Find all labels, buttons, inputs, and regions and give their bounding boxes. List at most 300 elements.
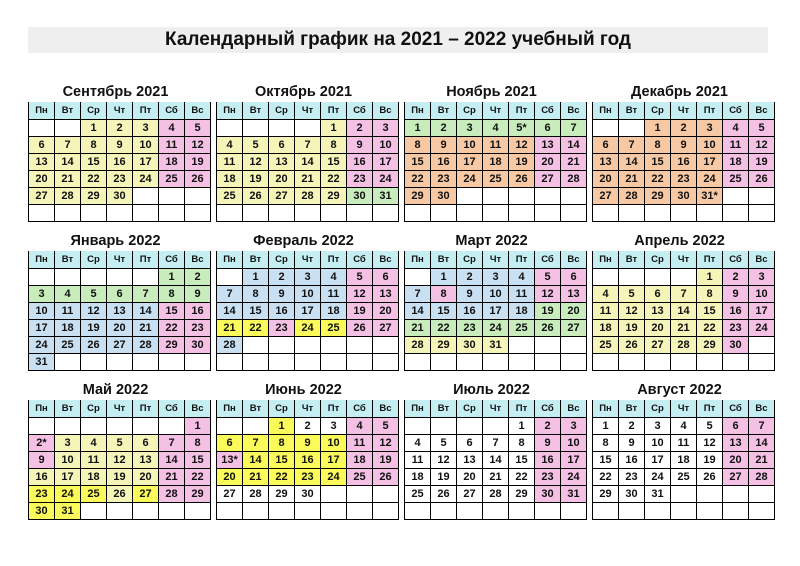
weekday-header: Вс [185,400,211,418]
day-cell: 30 [295,486,321,503]
day-cell [217,269,243,286]
month-calendar [404,231,579,371]
day-cell: 26 [107,486,133,503]
weekday-header: Вт [55,251,81,269]
day-cell [457,205,483,222]
weekday-header: Пн [29,102,55,120]
day-cell: 27 [457,486,483,503]
day-cell: 9 [347,137,373,154]
week-row [29,337,211,354]
weekday-header: Ср [645,251,671,269]
day-cell [509,354,535,371]
day-cell [431,205,457,222]
month-table [216,251,399,371]
day-cell: 19 [185,154,211,171]
week-row [29,188,211,205]
day-cell: 5 [373,418,399,435]
day-cell [243,205,269,222]
day-cell: 3 [321,418,347,435]
day-cell: 27 [29,188,55,205]
month-title: Март 2022 [455,233,528,249]
day-cell: 17 [483,303,509,320]
day-cell: 6 [107,286,133,303]
day-cell: 26 [243,188,269,205]
day-cell: 4 [159,120,185,137]
week-row [217,435,399,452]
day-cell: 21 [295,171,321,188]
day-cell: 16 [457,303,483,320]
day-cell: 9 [269,286,295,303]
weekday-header: Пн [29,251,55,269]
day-cell [593,205,619,222]
day-cell: 8 [185,435,211,452]
day-cell: 25 [159,171,185,188]
day-cell: 2 [347,120,373,137]
day-cell: 24 [29,337,55,354]
day-cell [29,205,55,222]
day-cell [347,486,373,503]
weekday-header: Вс [185,102,211,120]
day-cell: 16 [269,303,295,320]
day-cell [295,337,321,354]
month-table [28,102,211,222]
day-cell: 25 [671,469,697,486]
weekday-header: Пт [697,251,723,269]
day-cell [405,354,431,371]
day-cell: 1 [405,120,431,137]
day-cell: 8 [593,435,619,452]
day-cell [269,354,295,371]
weekday-header: Ср [645,102,671,120]
day-cell [593,269,619,286]
day-cell: 30 [535,486,561,503]
day-cell: 24 [457,171,483,188]
day-cell: 4 [509,269,535,286]
day-cell [217,354,243,371]
weekday-header: Чт [295,400,321,418]
day-cell: 29 [697,337,723,354]
day-cell: 13 [723,435,749,452]
weekday-header: Вс [561,400,587,418]
day-cell: 31 [55,503,81,520]
weekday-header: Вс [373,400,399,418]
day-cell: 16 [107,154,133,171]
day-cell [483,503,509,520]
week-row [593,337,775,354]
day-cell: 26 [81,337,107,354]
day-cell [619,269,645,286]
day-cell [81,418,107,435]
weekday-header: Чт [671,251,697,269]
day-cell [671,269,697,286]
day-cell: 19 [619,320,645,337]
day-cell [483,418,509,435]
week-row [405,452,587,469]
day-cell: 14 [295,154,321,171]
weekday-header: Пн [29,400,55,418]
week-row [217,171,399,188]
week-row [405,418,587,435]
weekday-header: Ср [457,102,483,120]
day-cell: 6 [593,137,619,154]
day-cell: 25 [55,337,81,354]
day-cell: 19 [697,452,723,469]
weekday-header-row [217,102,399,120]
week-row [405,337,587,354]
day-cell: 12 [509,137,535,154]
day-cell: 21 [55,171,81,188]
day-cell: 14 [159,452,185,469]
weekday-header: Пн [593,400,619,418]
month-calendar [216,231,391,371]
day-cell [295,354,321,371]
week-row [405,154,587,171]
day-cell: 9 [671,137,697,154]
day-cell [697,503,723,520]
month-title: Июль 2022 [453,382,530,398]
day-cell: 14 [217,303,243,320]
week-row [405,286,587,303]
day-cell: 20 [373,303,399,320]
day-cell [483,188,509,205]
week-row [217,154,399,171]
day-cell: 23 [295,469,321,486]
day-cell [243,120,269,137]
day-cell: 5 [185,120,211,137]
day-cell: 23 [671,171,697,188]
day-cell [55,120,81,137]
day-cell: 9 [457,286,483,303]
day-cell: 15 [593,452,619,469]
day-cell [243,418,269,435]
day-cell: 10 [457,137,483,154]
day-cell: 10 [749,286,775,303]
weekday-header: Пт [697,102,723,120]
day-cell: 16 [671,154,697,171]
day-cell [81,205,107,222]
day-cell: 17 [55,469,81,486]
day-cell: 24 [697,171,723,188]
day-cell: 23 [185,320,211,337]
day-cell [723,205,749,222]
day-cell: 7 [561,120,587,137]
day-cell: 3 [133,120,159,137]
day-cell: 8 [159,286,185,303]
weekday-header: Пн [593,251,619,269]
day-cell: 1 [159,269,185,286]
day-cell [405,269,431,286]
day-cell: 16 [619,452,645,469]
weekday-header: Пт [509,102,535,120]
day-cell: 22 [405,171,431,188]
day-cell: 27 [723,469,749,486]
weekday-header: Вт [55,102,81,120]
day-cell: 26 [509,171,535,188]
day-cell: 9 [431,137,457,154]
day-cell: 15 [269,452,295,469]
day-cell: 3 [697,120,723,137]
day-cell [645,354,671,371]
day-cell: 18 [217,171,243,188]
weekday-header: Пт [509,251,535,269]
weekday-header: Чт [483,102,509,120]
day-cell: 18 [81,469,107,486]
day-cell [81,354,107,371]
day-cell: 2 [269,269,295,286]
day-cell: 6 [535,120,561,137]
week-row [217,452,399,469]
week-row [405,354,587,371]
weekday-header: Ср [269,251,295,269]
day-cell [321,337,347,354]
day-cell: 7 [671,286,697,303]
day-cell: 20 [133,469,159,486]
day-cell: 18 [671,452,697,469]
weekday-header: Пт [509,400,535,418]
day-cell: 26 [431,486,457,503]
day-cell: 4 [593,286,619,303]
weekday-header: Пт [697,400,723,418]
day-cell [107,269,133,286]
week-row [593,171,775,188]
day-cell: 15 [159,303,185,320]
day-cell [619,120,645,137]
day-cell: 3 [295,269,321,286]
weekday-header-row [405,102,587,120]
week-row [405,188,587,205]
day-cell [431,418,457,435]
day-cell: 8 [645,137,671,154]
day-cell: 22 [509,469,535,486]
day-cell: 24 [561,469,587,486]
day-cell [159,354,185,371]
day-cell: 1 [593,418,619,435]
day-cell: 12 [107,452,133,469]
day-cell: 12 [347,286,373,303]
week-row [593,303,775,320]
day-cell: 12 [431,452,457,469]
weekday-header: Чт [107,400,133,418]
weekday-header: Вт [619,251,645,269]
day-cell: 8 [431,286,457,303]
day-cell [55,354,81,371]
day-cell: 31 [561,486,587,503]
day-cell: 22 [431,320,457,337]
week-row [29,486,211,503]
day-cell: 2* [29,435,55,452]
day-cell: 31 [373,188,399,205]
day-cell: 17 [133,154,159,171]
week-row [593,205,775,222]
day-cell [749,205,775,222]
day-cell: 11 [347,435,373,452]
day-cell: 7 [243,435,269,452]
day-cell: 30 [185,337,211,354]
weekday-header: Пт [133,251,159,269]
day-cell [405,205,431,222]
weekday-header: Вт [619,102,645,120]
day-cell: 6 [645,286,671,303]
week-row [593,469,775,486]
day-cell: 25 [81,486,107,503]
week-row [593,503,775,520]
day-cell: 11 [405,452,431,469]
day-cell: 4 [321,269,347,286]
weekday-header: Вс [373,102,399,120]
day-cell: 13 [29,154,55,171]
day-cell: 16 [723,303,749,320]
day-cell: 28 [133,337,159,354]
day-cell: 28 [55,188,81,205]
day-cell: 15 [81,154,107,171]
day-cell: 1 [645,120,671,137]
week-row [29,354,211,371]
day-cell: 27 [133,486,159,503]
day-cell [619,503,645,520]
day-cell: 17 [295,303,321,320]
day-cell: 10 [55,452,81,469]
day-cell: 27 [107,337,133,354]
week-row [217,418,399,435]
month-title: Май 2022 [82,382,149,398]
day-cell: 29 [431,337,457,354]
day-cell: 19 [749,154,775,171]
weekday-header: Вс [561,251,587,269]
day-cell: 24 [749,320,775,337]
day-cell: 5 [107,435,133,452]
day-cell [133,418,159,435]
week-row [29,171,211,188]
day-cell: 3 [561,418,587,435]
day-cell [269,337,295,354]
day-cell: 3 [55,435,81,452]
day-cell [697,205,723,222]
week-row [217,337,399,354]
week-row [29,269,211,286]
day-cell: 27 [217,486,243,503]
weekday-header: Сб [347,251,373,269]
day-cell [697,354,723,371]
day-cell: 20 [723,452,749,469]
day-cell: 11 [593,303,619,320]
day-cell: 10 [133,137,159,154]
day-cell: 20 [457,469,483,486]
day-cell [405,418,431,435]
week-row [217,320,399,337]
day-cell: 24 [55,486,81,503]
week-row [593,354,775,371]
day-cell: 21 [483,469,509,486]
day-cell [321,205,347,222]
weekday-header: Сб [723,251,749,269]
week-row [217,188,399,205]
weekday-header-row [217,251,399,269]
day-cell: 6 [133,435,159,452]
day-cell [593,503,619,520]
month-table [592,102,775,222]
month-calendar [404,380,579,520]
day-cell: 13 [107,303,133,320]
day-cell: 7 [55,137,81,154]
weekday-header-row [593,251,775,269]
month-calendar [592,380,767,520]
day-cell [107,354,133,371]
day-cell: 10 [645,435,671,452]
month-title: Октябрь 2021 [254,84,353,100]
day-cell: 11 [483,137,509,154]
day-cell: 30 [107,188,133,205]
day-cell [457,503,483,520]
week-row [217,269,399,286]
day-cell: 15 [645,154,671,171]
day-cell: 7 [133,286,159,303]
day-cell: 20 [645,320,671,337]
weekday-header: Вс [561,102,587,120]
day-cell: 12 [697,435,723,452]
day-cell: 9 [29,452,55,469]
day-cell: 28 [483,486,509,503]
day-cell: 6 [269,137,295,154]
day-cell [645,503,671,520]
day-cell: 12 [749,137,775,154]
weekday-header: Вс [749,102,775,120]
week-row [405,205,587,222]
day-cell [185,188,211,205]
day-cell [619,354,645,371]
day-cell: 27 [373,320,399,337]
day-cell: 18 [723,154,749,171]
day-cell: 17 [373,154,399,171]
day-cell: 18 [347,452,373,469]
day-cell: 30 [431,188,457,205]
day-cell: 3 [645,418,671,435]
day-cell: 4 [81,435,107,452]
day-cell: 30 [723,337,749,354]
day-cell: 8 [697,286,723,303]
day-cell [133,269,159,286]
day-cell [535,354,561,371]
day-cell: 20 [535,154,561,171]
weekday-header: Чт [483,400,509,418]
day-cell [269,120,295,137]
day-cell: 14 [619,154,645,171]
weekday-header: Пн [217,400,243,418]
day-cell: 31 [29,354,55,371]
day-cell: 24 [483,320,509,337]
day-cell: 10 [561,435,587,452]
day-cell [217,503,243,520]
day-cell [269,205,295,222]
day-cell: 17 [321,452,347,469]
week-row [217,120,399,137]
week-row [405,120,587,137]
week-row [593,418,775,435]
week-row [593,486,775,503]
day-cell: 12 [81,303,107,320]
day-cell [431,354,457,371]
day-cell [321,503,347,520]
day-cell: 10 [373,137,399,154]
day-cell: 12 [185,137,211,154]
day-cell: 19 [373,452,399,469]
day-cell: 7 [749,418,775,435]
day-cell: 4 [723,120,749,137]
day-cell: 7 [295,137,321,154]
weekday-header-row [593,102,775,120]
day-cell: 22 [243,320,269,337]
month-table [28,251,211,371]
day-cell: 2 [671,120,697,137]
